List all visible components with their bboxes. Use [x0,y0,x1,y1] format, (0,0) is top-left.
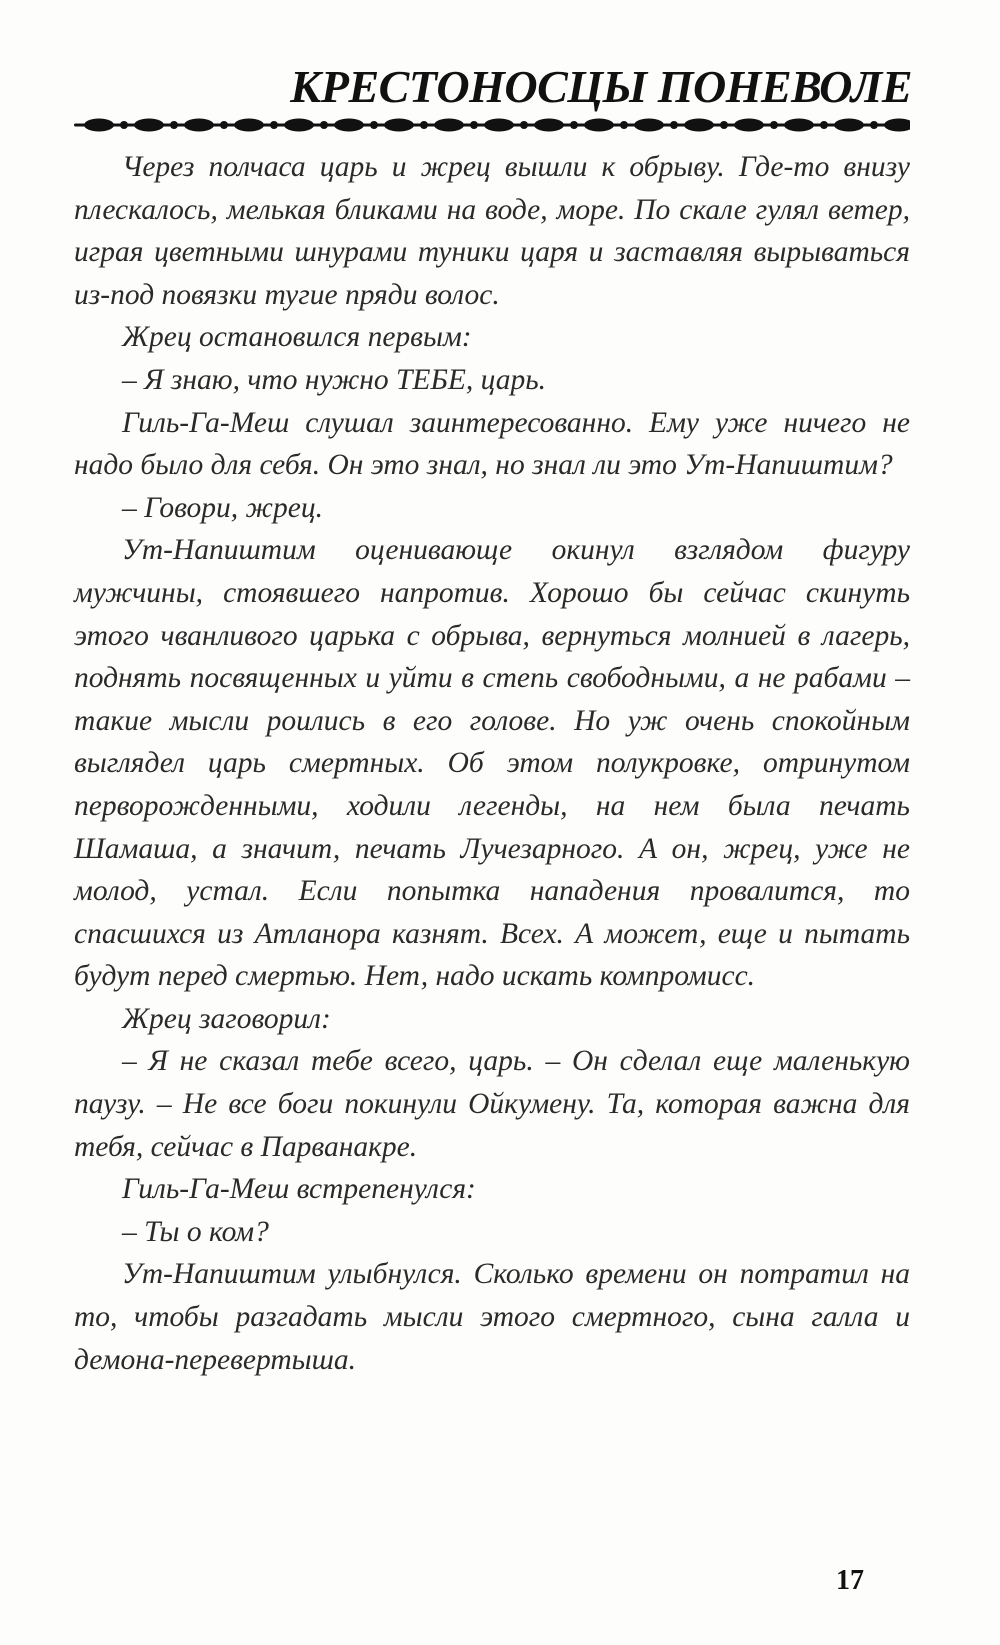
paragraph: Жрец остановился первым: [122,321,472,354]
ornament-dot [870,121,878,129]
ornament-lozenge [634,119,664,132]
ornament-dot [770,121,778,129]
paragraph: Ут-Напиштим оценивающе окинул взглядом фигуру мужчины, стоявшего напротив. Хорошо бы сейчас скинуть этого чванливого царька с обрыва, вернуться молнией в лагерь, поднять посвященных и уйти в степь свободными, а не рабами – такие мысли роились в его голове. Но уж очень спокойным выглядел царь смертных. Об этом полукровке, отринутом перворожденными, ходили легенды, на нем была печать Шамаша, а значит, печать Лучезарного. А он, жрец, уже не молод, устал. Если попытка нападения провалится, то спасшихся из Атланора казнят. Всех. А может, еще и пытать будут перед смертью. Нет, надо искать компромисс. [74,534,910,993]
ornament-lozenge [434,119,464,132]
ornament-lozenge [184,119,214,132]
ornament-lozenge [334,119,364,132]
paragraph: – Говори, жрец. [122,491,323,524]
ornament-lozenge [284,119,314,132]
paragraph: – Я не сказал тебе всего, царь. – Он сделал еще маленькую паузу. – Не все боги покинули Ойкумену. Та, которая важна для тебя, сейчас в Парванакре. [74,1045,910,1163]
ornament-dot [220,121,228,129]
ornament-dot [470,121,478,129]
paragraph: Ут-Напиштим улыбнулся. Сколько времени он потратил на то, чтобы разгадать мысли этого смертного, сына галла и демона-перевертыша. [74,1258,910,1376]
ornament-dot [720,121,728,129]
ornament-dot [270,121,278,129]
body-text [74,146,910,1381]
ornament-lozenge [234,119,264,132]
paragraph: – Ты о ком? [122,1215,269,1248]
running-title: КРЕСТОНОСЦЫ ПОНЕВОЛЕ [290,61,912,112]
ornament-dot [520,121,528,129]
ornament-lozenge [734,119,764,132]
ornament-dot [370,121,378,129]
ornament-lozenge [684,119,714,132]
paragraph: Жрец заговорил: [122,1002,331,1035]
decorative-rule [74,113,910,137]
ornament-lozenge [834,119,864,132]
ornament-lozenge [384,119,414,132]
ornament-lozenge [584,119,614,132]
ornament-dot [620,121,628,129]
paragraph: Гиль-Га-Меш слушал заинтересованно. Ему уже ничего не надо было для себя. Он это знал, но знал ли это Ут-Напиштим? [74,406,910,482]
paragraph: Гиль-Га-Меш встрепенулся: [122,1173,476,1206]
ornament-dot [170,121,178,129]
page-number: 17 [836,1565,864,1596]
ornament-lozenge [784,119,814,132]
ornament-dot [320,121,328,129]
paragraph: – Я знаю, что нужно ТЕБЕ, царь. [122,363,547,396]
paragraph: Через полчаса царь и жрец вышли к обрыву. Где-то внизу плескалось, мелькая бликами на воде, море. По скале гулял ветер, играя цветными шнурами туники царя и заставляя вырываться из-под повязки тугие пряди волос. [74,151,910,311]
ornament-dot [670,121,678,129]
ornament-lozenge [134,119,164,132]
ornament-dot [820,121,828,129]
ornament-dot [420,121,428,129]
ornament-lozenge [884,119,910,132]
ornament-dot [570,121,578,129]
ornament-dot [120,121,128,129]
ornament-lozenge [534,119,564,132]
ornament-lozenge [484,119,514,132]
ornament-lozenge [84,119,114,132]
